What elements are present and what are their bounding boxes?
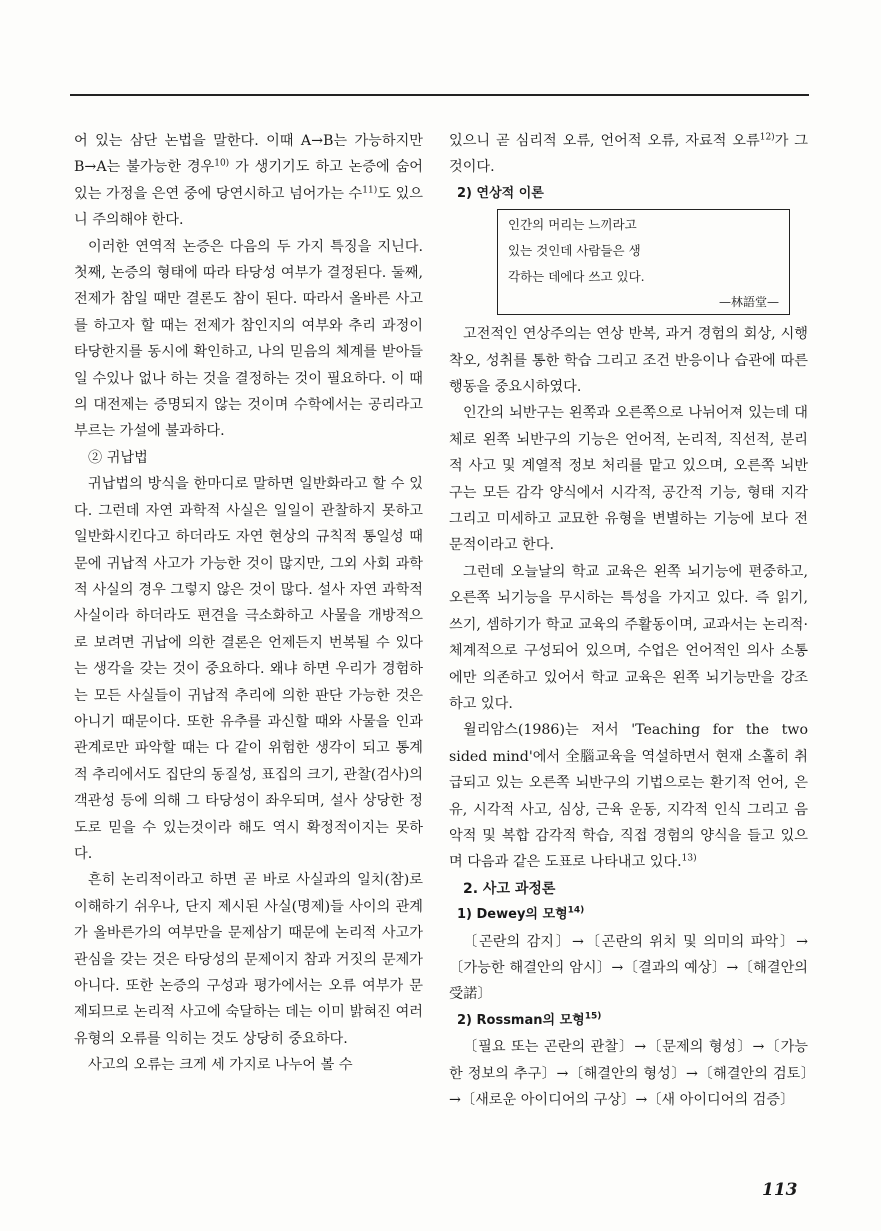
paragraph: 귀납법의 방식을 한마디로 말하면 일반화라고 할 수 있다. 그런데 자연 과학적 사실은 일일이 관찰하지 못하고 일반화시킨다고 하더라도 자연 현상의 규칙적 통일성 때문에 귀납적 사고가 가능한 것이 많지만, 그외 사회 과학적 사실의 경우 그렇지 않은 것이 많다. 설사 자연 과학적 사실이라 하더라도 편견을 극소화하고 사물을 개방적으로 보려면 귀납에 의한 결론은 언제든지 번복될 수 있다는 생각을 갖는 것이 중요하다. 왜냐 하면 우리가 경험하는 모든 사실들이 귀납적 추리에 의한 판단 가능한 것은 아니기 때문이다. 또한 유추를 과신할 때와 사물을 인과 관계로만 파악할 때는 다 같이 위험한 생각이 되고 통계적 추리에서도 집단의 동질성, 표집의 크기, 관찰(검사)의 객관성 등에 의해 그 타당성이 좌우되며, 설사 상당한 정도로 믿을 수 있는것이라 해도 역시 확정적이지는 못하다. xyxy=(74,476,423,862)
paragraph: 사고의 오류는 크게 세 가지로 나누어 볼 수 xyxy=(88,1057,353,1074)
quote-line: 있는 것인데 사람들은 생 xyxy=(508,243,641,259)
paragraph: 고전적인 연상주의는 연상 반복, 과거 경험의 회상, 시행 착오, 성취를 통한 학습 그리고 조건 반응이나 습관에 따른 행동을 중요시하였다. xyxy=(449,326,808,396)
subheading-dewey: 1) Dewey의 모형$^{14)}$ xyxy=(457,905,585,923)
footnote-ref: 11) xyxy=(362,185,378,196)
quote-box xyxy=(497,209,790,315)
subheading-induction: ② 귀납법 xyxy=(88,449,148,466)
section-heading: 2. 사고 과정론 xyxy=(463,880,556,897)
subheading-associative-theory: 2) 연상적 이론 xyxy=(457,185,544,201)
quote-line: 인간의 머리는 느끼라고 xyxy=(508,217,637,233)
dewey-model-steps: 〔곤란의 감지〕→〔곤란의 위치 및 의미의 파악〕→〔가능한 해결안의 암시〕→〔결과의 예상〕→〔해결안의 受諾〕 xyxy=(449,933,808,1003)
paragraph: 인간의 뇌반구는 왼쪽과 오른쪽으로 나뉘어져 있는데 대체로 왼쪽 뇌반구의 기능은 언어적, 논리적, 직선적, 분리적 사고 및 계열적 정보 처리를 맡고 있으며, 오른쪽 뇌반구는 모든 감각 양식에서 시각적, 공간적 기능, 형태 지각 그리고 미세하고 교묘한 유형을 변별하는 기능에 보다 전문적이라고 한다. xyxy=(449,405,808,554)
paragraph: 있으니 곧 심리적 오류, 언어적 오류, 자료적 오류$^{12)}$가 그것이다. xyxy=(449,132,808,176)
paragraph: 이러한 연역적 논증은 다음의 두 가지 특징을 지닌다. 첫째, 논증의 형태에 따라 타당성 여부가 결정된다. 둘째, 전제가 참일 때만 결론도 참이 된다. 따라서 올바른 사고를 하고자 할 때는 전제가 참인지의 여부와 추리 과정이 타당한지를 동시에 확인하고, 나의 믿음의 체계를 받아들일 수있나 없나 하는 것을 결정하는 것이 필요하다. 이 때의 대전제는 증명되지 않는 것이며 수학에서는 공리라고 부르는 가설에 불과하다. xyxy=(74,238,423,440)
paragraph: 흔히 논리적이라고 하면 곧 바로 사실과의 일치(참)로 이해하기 쉬우나, 단지 제시된 사실(명제)들 사이의 관계가 올바른가의 여부만을 문제삼기 때문에 논리적 사고가 관심을 갖는 것은 타당성의 문제이지 참과 거짓의 문제가 아니다. 또한 논증의 구성과 평가에서는 오류 여부가 문제되므로 논리적 사고에 숙달하는 데는 이미 밝혀진 여러 유형의 오류를 익히는 것도 상당히 중요하다. xyxy=(74,872,423,1047)
footnote-ref: 10) xyxy=(214,158,230,169)
left-column xyxy=(74,128,423,1079)
paragraph: 그런데 오늘날의 학교 교육은 왼쪽 뇌기능에 편중하고, 오른쪽 뇌기능을 무시하는 특성을 가지고 있다. 즉 읽기, 쓰기, 셈하기가 학교 교육의 주활동이며, 교과서는 논리적·체계적으로 구성되어 있으며, 수업은 언어적인 의사 소통에만 의존하고 있어서 학교 교육은 왼쪽 뇌기능만을 강조하고 있다. xyxy=(449,563,808,712)
quote-line: 각하는 데에다 쓰고 있다. xyxy=(508,269,645,285)
header-rule xyxy=(70,94,809,96)
footnote-ref: 14) xyxy=(567,905,585,916)
paragraph: 윌리암스(1986)는 저서 'Teaching for the two sided mind'에서 全腦교육을 역설하면서 현재 소홀히 취급되고 있는 오른쪽 뇌반구의 기법으로는 환기적 언어, 은유, 시각적 사고, 심상, 근육 운동, 지각적 인식 그리고 음악적 및 복합 감각적 학습, 직접 경험의 양식을 들고 있으며 다음과 같은 도표로 나타내고 있다.$^{13)}$ xyxy=(449,722,808,871)
footnote-ref: 15) xyxy=(584,1011,602,1022)
page-number: 113 xyxy=(762,1180,798,1200)
quote-attribution: —林語堂— xyxy=(718,295,779,310)
right-column xyxy=(449,128,808,1113)
footnote-ref: 12) xyxy=(759,132,775,143)
footnote-ref: 13) xyxy=(681,853,697,864)
paragraph: 어 있는 삼단 논법을 말한다. 이때 A→B는 가능하지만 B→A는 불가능한 경우$^{10)}$ 가 생기기도 하고 논증에 숨어 있는 가정을 은연 중에 당연시하고 넘어가는 수$^{11)}$도 있으니 주의해야 한다. xyxy=(74,133,424,229)
subheading-rossman: 2) Rossman의 모형$^{15)}$ xyxy=(457,1011,602,1028)
rossman-model-steps: 〔필요 또는 곤란의 관찰〕→〔문제의 형성〕→〔가능한 정보의 추구〕→〔해결안의 형성〕→〔해결안의 검토〕→〔새로운 아이디어의 구상〕→〔새 아이디어의 검증〕 xyxy=(449,1039,808,1108)
